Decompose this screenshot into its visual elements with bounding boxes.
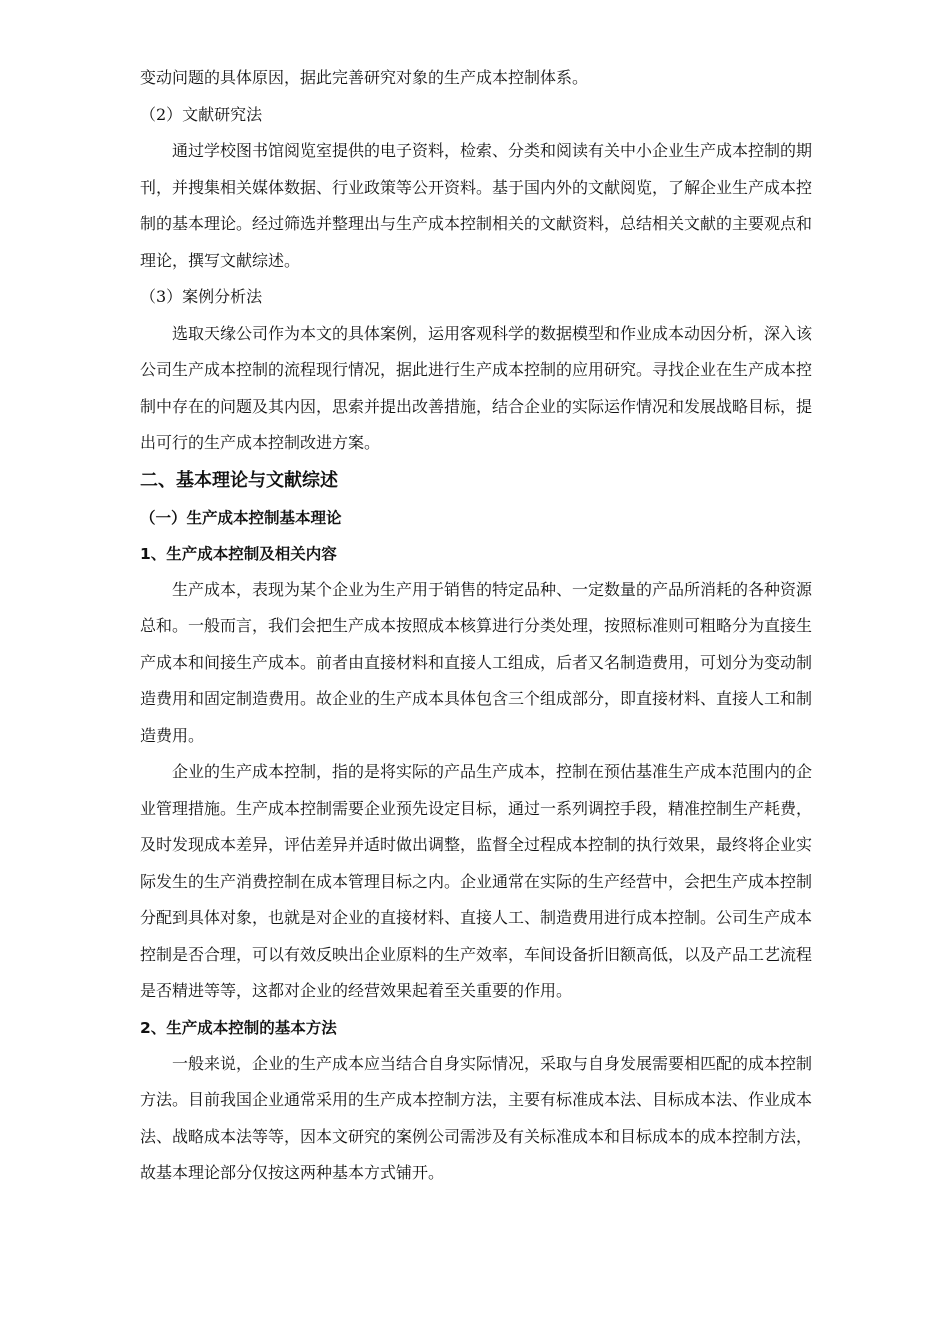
- subheading-literature-method: （2）文献研究法: [140, 104, 263, 124]
- paragraph-cost-control: 企业的生产成本控制，指的是将实际的产品生产成本，控制在预估基准生产成本范围内的企业管理措施。生产成本控制需要企业预先设定目标，通过一系列调控手段，精准控制生产耗费，及时发现成本差异，评估差异并适时做出调整，监督全过程成本控制的执行效果，最终将企业实际发生的生产消费控制在成本管理目标之内。企业通常在实际的生产经营中，会把生产成本控制分配到具体对象，也就是对企业的直接材料、直接人工、制造费用进行成本控制。公司生产成本控制是否合理，可以有效反映出企业原料的生产效率，车间设备折旧额高低，以及产品工艺流程是否精进等等，这都对企业的经营效果起着至关重要的作用。: [140, 762, 813, 1000]
- paragraph-production-cost: 生产成本，表现为某个企业为生产用于销售的特定品种、一定数量的产品所消耗的各种资源总和。一般而言，我们会把生产成本按照成本核算进行分类处理，按照标准则可粗略分为直接生产成本和间接生产成本。前者由直接材料和直接人工组成，后者又名制造费用，可划分为变动制造费用和固定制造费用。故企业的生产成本具体包含三个组成部分，即直接材料、直接人工和制造费用。: [140, 579, 813, 745]
- paragraph-methods: 一般来说，企业的生产成本应当结合自身实际情况，采取与自身发展需要相匹配的成本控制方法。目前我国企业通常采用的生产成本控制方法，主要有标准成本法、目标成本法、作业成本法、战略成本法等等，因本文研究的案例公司需涉及有关标准成本和目标成本的成本控制方法，故基本理论部分仅按这两种基本方式铺开。: [140, 1053, 813, 1182]
- paragraph-literature-method: 通过学校图书馆阅览室提供的电子资料，检索、分类和阅读有关中小企业生产成本控制的期刊，并搜集相关媒体数据、行业政策等公开资料。基于国内外的文献阅览，了解企业生产成本控制的基本理论。经过筛选并整理出与生产成本控制相关的文献资料，总结相关文献的主要观点和理论，撰写文献综述。: [140, 141, 813, 270]
- subsection-heading-basic-theory: （一）生产成本控制基本理论: [140, 508, 342, 527]
- subheading-case-method: （3）案例分析法: [140, 287, 263, 306]
- paragraph-case-method: 选取天缘公司作为本文的具体案例，运用客观科学的数据模型和作业成本动因分析，深入该公司生产成本控制的流程现行情况，据此进行生产成本控制的应用研究。寻找企业在生产成本控制中存在的问题及其内因，思索并提出改善措施，结合企业的实际运作情况和发展战略目标，提出可行的生产成本控制改进方案。: [140, 323, 813, 452]
- section-heading-theory: 二、基本理论与文献综述: [140, 469, 338, 491]
- subsubsection-heading-methods: 2、生产成本控制的基本方法: [140, 1018, 337, 1037]
- paragraph-continued: 变动问题的具体原因，据此完善研究对象的生产成本控制体系。: [140, 68, 589, 87]
- subsubsection-heading-cost-control: 1、生产成本控制及相关内容: [140, 544, 337, 563]
